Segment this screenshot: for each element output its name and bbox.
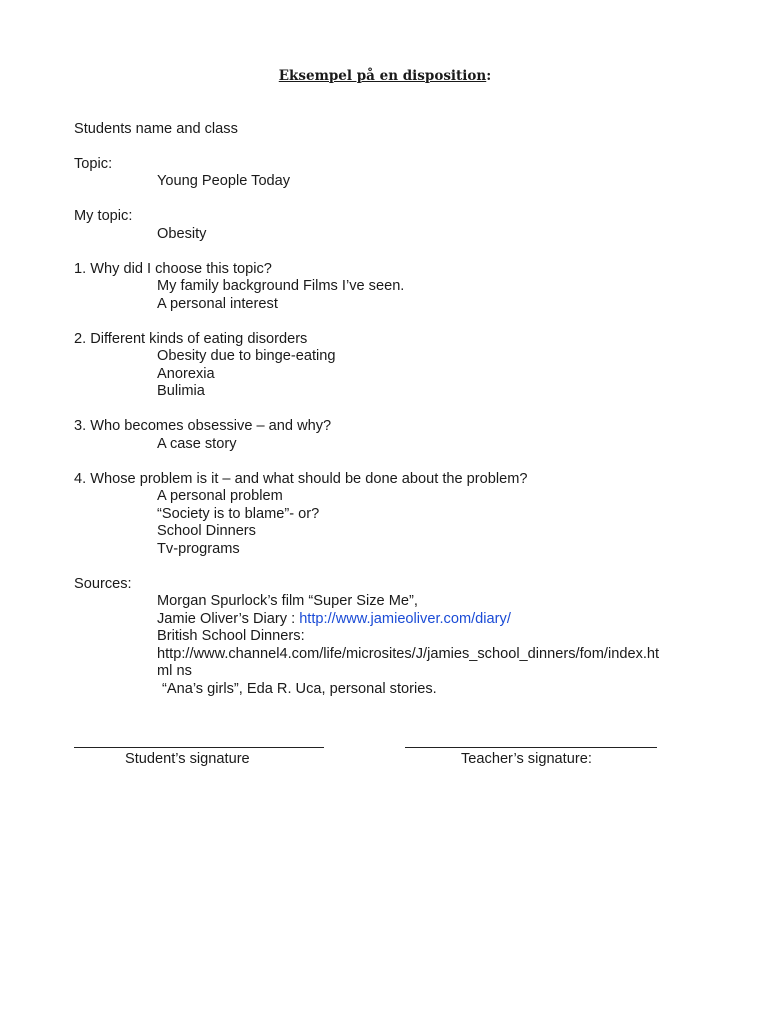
title-text: Eksempel på en disposition — [278, 68, 487, 84]
teacher-signature-label: Teacher’s signature: — [461, 751, 592, 767]
section-1-item: A personal interest — [157, 296, 278, 312]
source-diary — [157, 611, 511, 629]
source-channel4-url: http://www.channel4.com/life/microsites/J/jamies_school_dinners/fom/index.ht — [157, 646, 660, 662]
section-1-item: My family background Films I’ve seen. — [157, 278, 405, 294]
topic-label: Topic: — [74, 156, 113, 172]
student-signature-line — [74, 747, 324, 748]
section-4-item: Tv-programs — [157, 541, 240, 557]
section-1-heading: 1. Why did I choose this topic? — [74, 261, 272, 277]
teacher-signature-line — [405, 747, 657, 748]
section-2-item: Anorexia — [157, 366, 215, 382]
source-film: Morgan Spurlock’s film “Super Size Me”, — [157, 593, 418, 609]
my-topic-label: My topic: — [74, 208, 133, 224]
source-diary-prefix: Jamie Oliver’s Diary : — [157, 611, 300, 627]
topic-value: Young People Today — [157, 173, 291, 189]
section-2-item: Obesity due to binge-eating — [157, 348, 336, 364]
document-title — [0, 68, 770, 84]
source-anas-girls: “Ana’s girls”, Eda R. Uca, personal stories. — [162, 681, 437, 697]
section-2-heading: 2. Different kinds of eating disorders — [74, 331, 308, 347]
title-colon: : — [486, 68, 492, 84]
my-topic-value: Obesity — [157, 226, 207, 242]
section-3-item: A case story — [157, 436, 237, 452]
section-4-item: A personal problem — [157, 488, 283, 504]
section-4-item: School Dinners — [157, 523, 256, 539]
student-name-line: Students name and class — [74, 121, 238, 137]
jamie-oliver-diary-link[interactable]: http://www.jamieoliver.com/diary/ — [299, 611, 511, 627]
section-2-item: Bulimia — [157, 383, 205, 399]
section-4-item: “Society is to blame”- or? — [157, 506, 320, 522]
section-3-heading: 3. Who becomes obsessive – and why? — [74, 418, 332, 434]
source-channel4-url-continued: ml ns — [157, 663, 192, 679]
sources-label: Sources: — [74, 576, 132, 592]
source-british: British School Dinners: — [157, 628, 305, 644]
section-4-heading: 4. Whose problem is it – and what should be done about the problem? — [74, 471, 528, 487]
student-signature-label: Student’s signature — [125, 751, 250, 767]
